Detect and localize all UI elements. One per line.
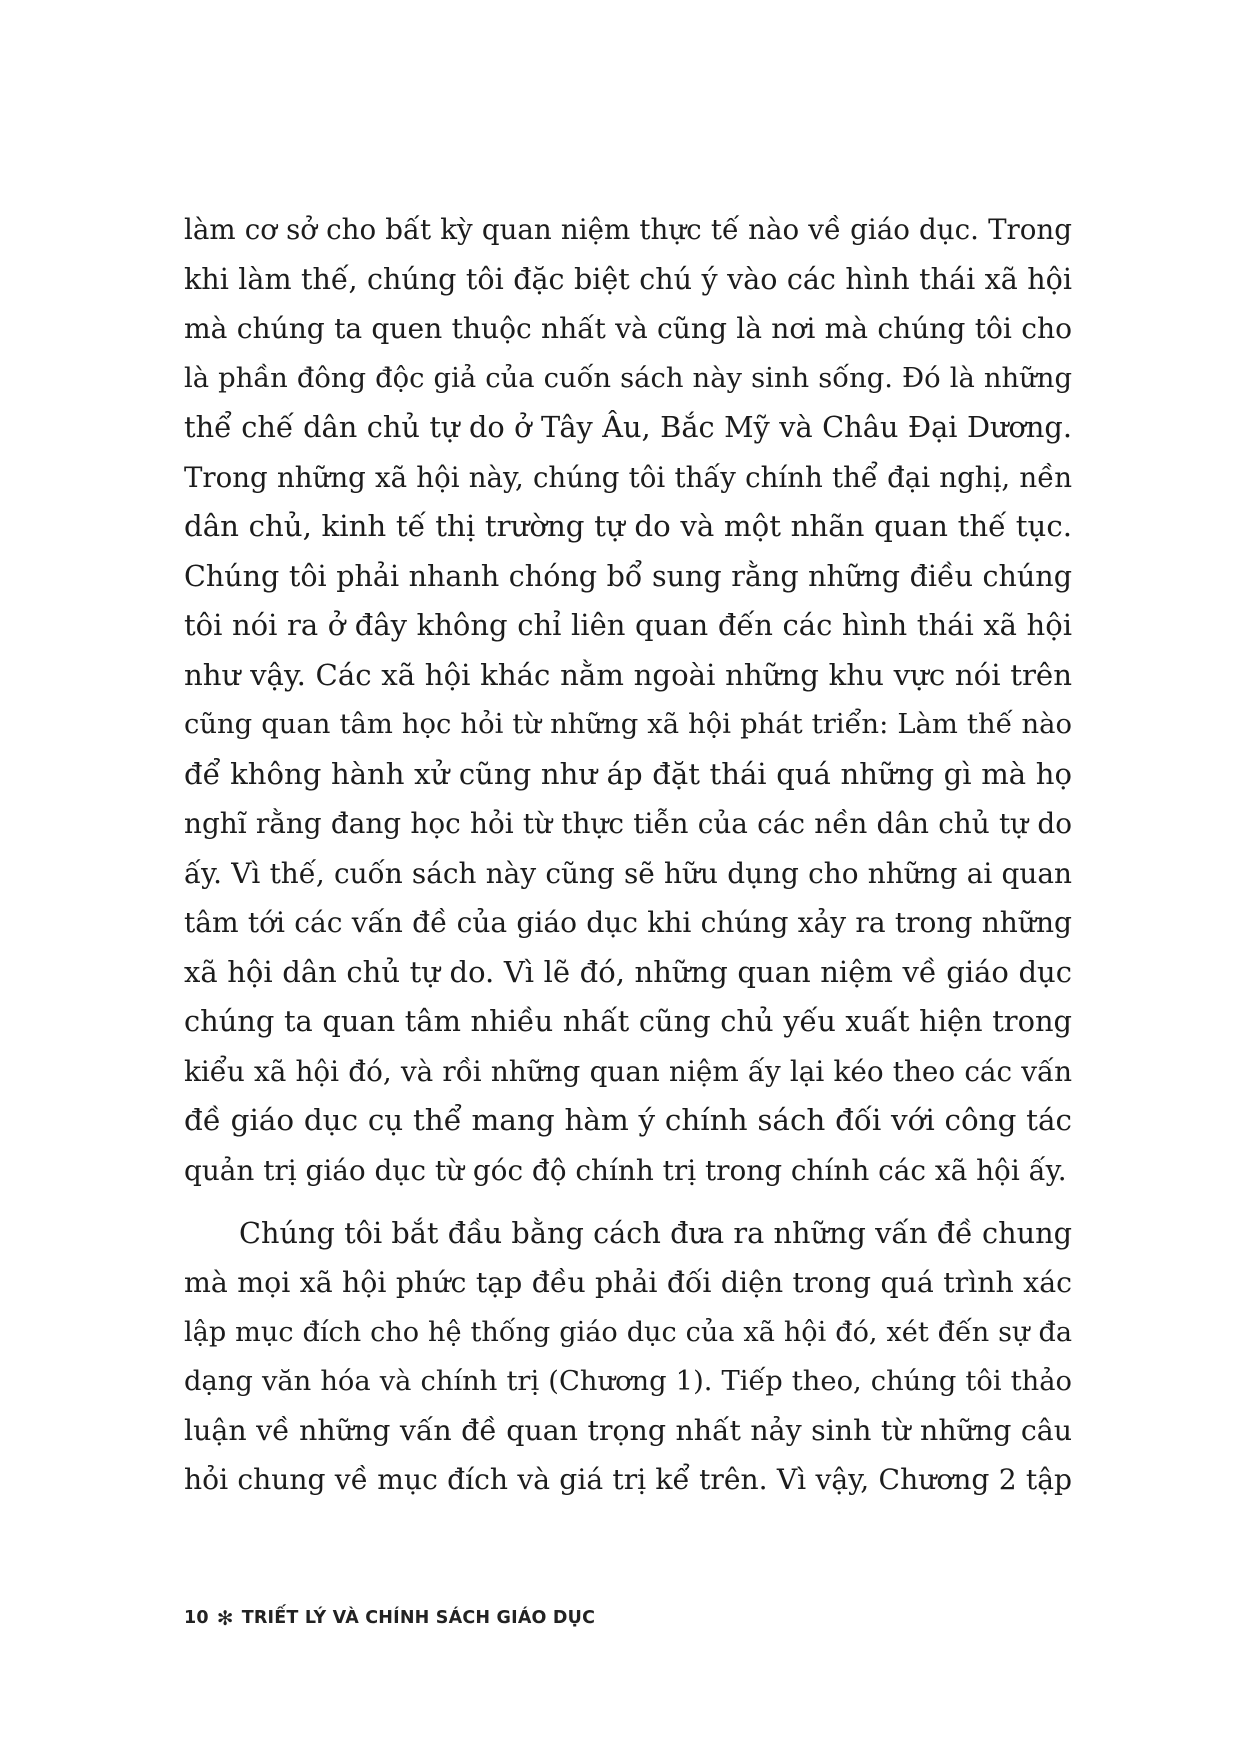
text-line: hỏi chung về mục đích và giá trị kể trên. Vì vậy, Chương 2 tập xyxy=(184,1463,1072,1497)
page-number: 10 xyxy=(184,1608,209,1628)
text-line: quản trị giáo dục từ góc độ chính trị trong chính các xã hội ấy. xyxy=(184,1153,1067,1187)
text-line: chúng ta quan tâm nhiều nhất cũng chủ yếu xuất hiện trong xyxy=(184,1004,1072,1038)
text-line: dân chủ, kinh tế thị trường tự do và một nhãn quan thế tục. xyxy=(184,509,1072,543)
text-line: tôi nói ra ở đây không chỉ liên quan đến các hình thái xã hội xyxy=(184,608,1072,642)
text-line: tâm tới các vấn đề của giáo dục khi chúng xảy ra trong những xyxy=(184,906,1072,939)
paragraph-1 xyxy=(184,205,1072,1195)
text-line: Chúng tôi phải nhanh chóng bổ sung rằng những điều chúng xyxy=(184,558,1072,593)
body-text xyxy=(184,205,1072,1505)
text-line: cũng quan tâm học hỏi từ những xã hội phát triển: Làm thế nào xyxy=(184,709,1072,740)
asterisk-separator-icon: ✻ xyxy=(216,1606,234,1630)
text-line: để không hành xử cũng như áp đặt thái quá những gì mà họ xyxy=(184,756,1072,791)
text-line: nghĩ rằng đang học hỏi từ thực tiễn của các nền dân chủ tự do xyxy=(184,807,1072,840)
text-line: như vậy. Các xã hội khác nằm ngoài những khu vực nói trên xyxy=(184,657,1072,692)
text-line: Trong những xã hội này, chúng tôi thấy chính thể đại nghị, nền xyxy=(184,460,1072,494)
paragraph-2 xyxy=(184,1209,1072,1505)
running-title: TRIẾT LÝ VÀ CHÍNH SÁCH GIÁO DỤC xyxy=(241,1608,596,1628)
text-line: đề giáo dục cụ thể mang hàm ý chính sách đối với công tác xyxy=(184,1103,1072,1137)
text-line: kiểu xã hội đó, và rồi những quan niệm ấy lại kéo theo các vấn xyxy=(184,1054,1072,1088)
text-line: xã hội dân chủ tự do. Vì lẽ đó, những quan niệm về giáo dục xyxy=(184,954,1072,989)
text-line: lập mục đích cho hệ thống giáo dục của xã hội đó, xét đến sự đa xyxy=(184,1316,1072,1348)
text-line: là phần đông độc giả của cuốn sách này sinh sống. Đó là những xyxy=(184,362,1072,394)
text-line: luận về những vấn đề quan trọng nhất nảy sinh từ những câu xyxy=(184,1414,1072,1448)
text-line: làm cơ sở cho bất kỳ quan niệm thực tế nào về giáo dục. Trong xyxy=(184,213,1072,246)
text-line: mà chúng ta quen thuộc nhất và cũng là nơi mà chúng tôi cho xyxy=(184,312,1072,345)
text-line: mà mọi xã hội phức tạp đều phải đối diện trong quá trình xác xyxy=(184,1266,1072,1300)
text-line: Chúng tôi bắt đầu bằng cách đưa ra những vấn đề chung xyxy=(239,1216,1072,1250)
page-footer xyxy=(184,1604,595,1632)
text-line: thể chế dân chủ tự do ở Tây Âu, Bắc Mỹ và Châu Đại Dương. xyxy=(184,410,1072,444)
text-line: dạng văn hóa và chính trị (Chương 1). Tiếp theo, chúng tôi thảo xyxy=(184,1365,1072,1397)
text-line: ấy. Vì thế, cuốn sách này cũng sẽ hữu dụng cho những ai quan xyxy=(184,856,1072,890)
text-line: khi làm thế, chúng tôi đặc biệt chú ý vào các hình thái xã hội xyxy=(184,261,1072,296)
